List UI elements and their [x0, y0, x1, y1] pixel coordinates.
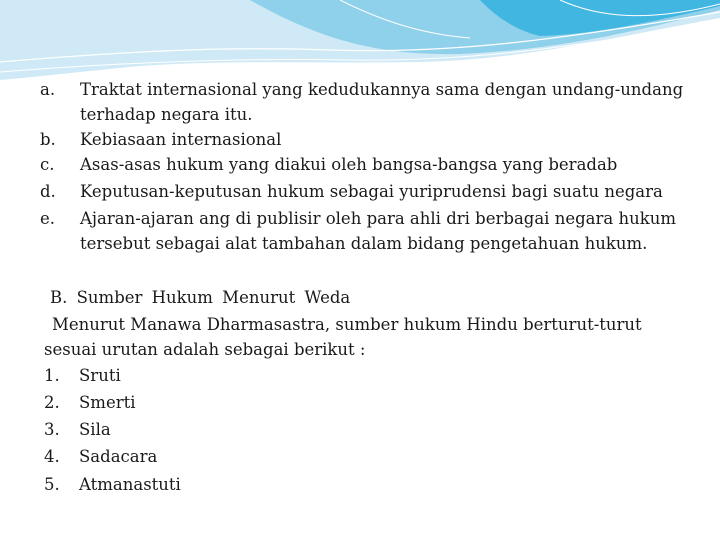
list-marker: c.	[40, 155, 55, 174]
list-marker: b.	[40, 130, 56, 149]
list-marker: d.	[40, 182, 56, 201]
list-item-text: Ajaran-ajaran ang di publisir oleh para ahli dri berbagai negara hukum tersebut sebagai alat tambahan dalam bidang pengetahuan hukum.	[80, 209, 676, 253]
list-marker: 5.	[44, 475, 60, 494]
list-item-text: Sruti	[79, 366, 121, 385]
list-marker: 4.	[44, 447, 60, 466]
list-item-text: Keputusan-keputusan hukum sebagai yuriprudensi bagi suatu negara	[80, 182, 663, 201]
section-intro: Menurut Manawa Dharmasastra, sumber hukum Hindu berturut-turut sesuai urutan adalah sebagai berikut :	[44, 315, 642, 359]
list-item-text: Sadacara	[79, 447, 158, 466]
list-marker: 1.	[44, 366, 60, 385]
list-marker: a.	[40, 80, 56, 99]
list-item-text: Sila	[79, 420, 111, 439]
list-item-text: Atmanastuti	[79, 475, 181, 494]
list-marker: e.	[40, 209, 56, 228]
list-marker: 3.	[44, 420, 60, 439]
list-item-text: Kebiasaan internasional	[80, 130, 282, 149]
list-item-text: Traktat internasional yang kedudukannya sama dengan undang-undang terhadap negara itu.	[80, 80, 684, 124]
list-item-text: Asas-asas hukum yang diakui oleh bangsa-bangsa yang beradab	[80, 155, 618, 174]
section-title: B. Sumber Hukum Menurut Weda	[50, 288, 351, 307]
list-item-text: Smerti	[79, 393, 136, 412]
list-marker: 2.	[44, 393, 60, 412]
